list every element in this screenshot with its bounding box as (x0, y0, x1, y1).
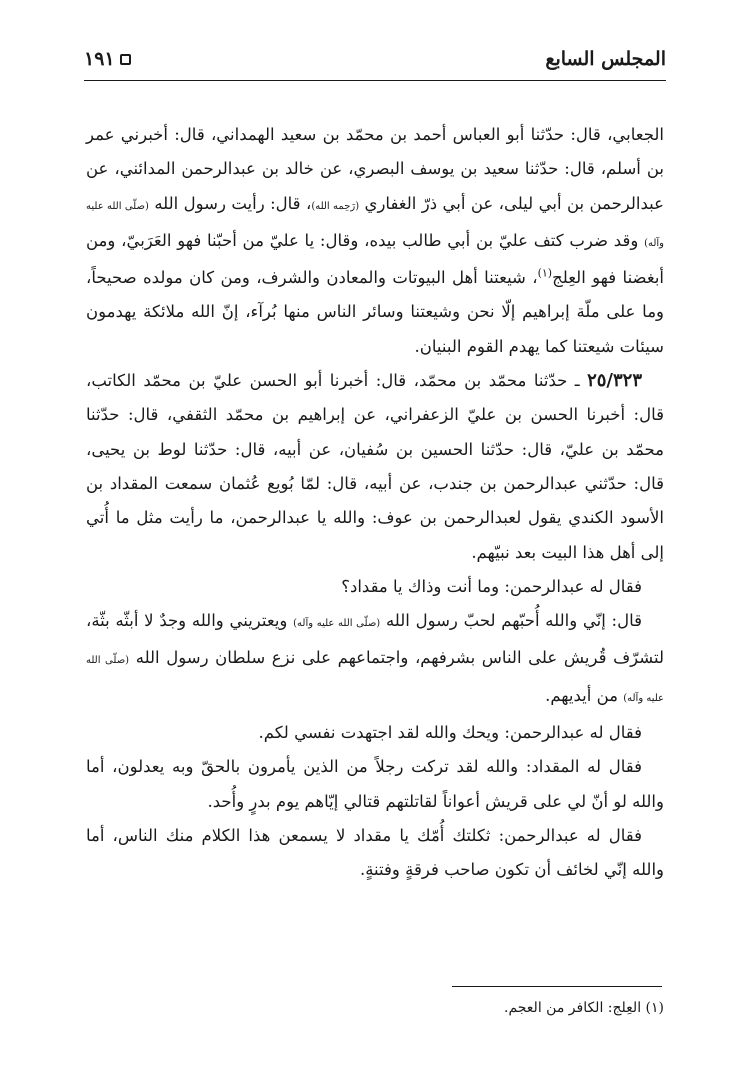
footnote-reference[interactable]: (١) (537, 266, 553, 280)
paragraph-5: فقال له عبدالرحمن: ويحك والله لقد اجتهدت نفسي لكم. (258, 723, 642, 743)
p2-text: ـ حدّثنا محمّد بن محمّد، قال: أخبرنا أبو الحسن عليّ بن محمّد الكاتب، قال: أخبرنا الحسن بن عليّ الزعفراني، عن إبراهيم بن محمّد الثقفي، قال: حدّثنا محمّد بن عليّ، قال: حدّثنا الحسين بن سُفيان، عن أبيه، قال: حدّثنا لوط بن يحيى، قال: حدّثني عبدالرحمن بن جندب، عن أبيه، قال: لمّا بُويع عُثمان سمعت المقداد بن الأسود الكندي يقول لعبدالرحمن بن عوف: والله يا عبدالرحمن، ما رأيت مثل ما أُتي إلى أهل هذا البيت بعد نبيّهم. (86, 371, 664, 562)
page-number: ١٩١ (84, 48, 115, 70)
page-number-block (84, 48, 131, 70)
paragraph-1 (86, 118, 664, 364)
running-title: المجلس السابع (545, 48, 666, 70)
hadith-number: ٢٥/٣٢٣ (587, 370, 642, 392)
p1-part-c: وقد ضرب كتف عليّ بن أبي طالب بيده، وقال: يا عليّ من أحبّنا فهو العَرَبيّ، ومن أبغضنا فهو العِلج (86, 230, 664, 288)
p1-part-a: الجعابي، قال: حدّثنا أبو العباس أحمد بن محمّد بن سعيد الهمداني، قال: أخبرني عمر بن أسلم، قال: حدّثنا سعيد بن يوسف البصري، عن خالد بن عبدالرحمن المدائني، عن عبدالرحمن بن أبي ليلى، عن أبي ذرّ الغفاري (86, 125, 665, 213)
paragraph-3: فقال له عبدالرحمن: وما أنت وذاك يا مقداد؟ (341, 576, 642, 596)
p4-part-c: من أيديهم. (545, 685, 618, 705)
paragraph-6: فقال له المقداد: والله لقد تركت رجلاً من الذين يأمرون بالحقّ وبه يعدلون، أما والله لو أنّ لي على قريش أعواناً لقاتلتهم قتالي إيّاهم يوم بدرٍ وأُحد. (86, 757, 664, 811)
paragraph-7: فقال له عبدالرحمن: ثكلتك أُمّك يا مقداد لا يسمعن هذا الكلام منك الناس، أما والله إنّي لخائف أن تكون صاحب فرقةٍ وفتنةٍ. (86, 825, 664, 880)
page-header (84, 44, 666, 81)
honorific-saw: (صلّى الله عليه وآله) (86, 200, 664, 249)
p4-part-b: ويعتريني والله وجدٌ لا أبثّه بثّة، لتشرّف قُريش على الناس بشرفهم، واجتماعهم على نزع سلطان رسول الله (86, 611, 665, 668)
p4-part-a: قال: إنّي والله أُحبّهم لحبّ رسول الله (385, 611, 643, 631)
paragraph-4 (86, 604, 664, 716)
footnote: (١) العِلج: الكافر من العجم. (504, 1000, 664, 1016)
honorific-saw-2: (صلّى الله عليه وآله) (293, 618, 381, 630)
footnote-divider (452, 986, 662, 987)
honorific-rah: (رَحِمه الله) (311, 200, 360, 212)
square-ornament-icon (120, 54, 131, 65)
main-text (86, 118, 664, 888)
paragraph-2 (86, 364, 664, 570)
honorific-saw-3: (صلّى الله عليه وآله) (86, 655, 664, 704)
p1-part-d: ، شيعتنا أهل البيوتات والمعادن والشرف، ومن كان مولده صحيحاً، وما على ملّة إبراهيم إلّا نحن وشيعتنا وسائر الناس منها بُرآء، إنّ الله ملائكة يهدمون سيئات شيعتنا كما يهدم القوم البنيان. (86, 268, 664, 356)
p1-part-b: ، قال: رأيت رسول الله (154, 193, 312, 213)
